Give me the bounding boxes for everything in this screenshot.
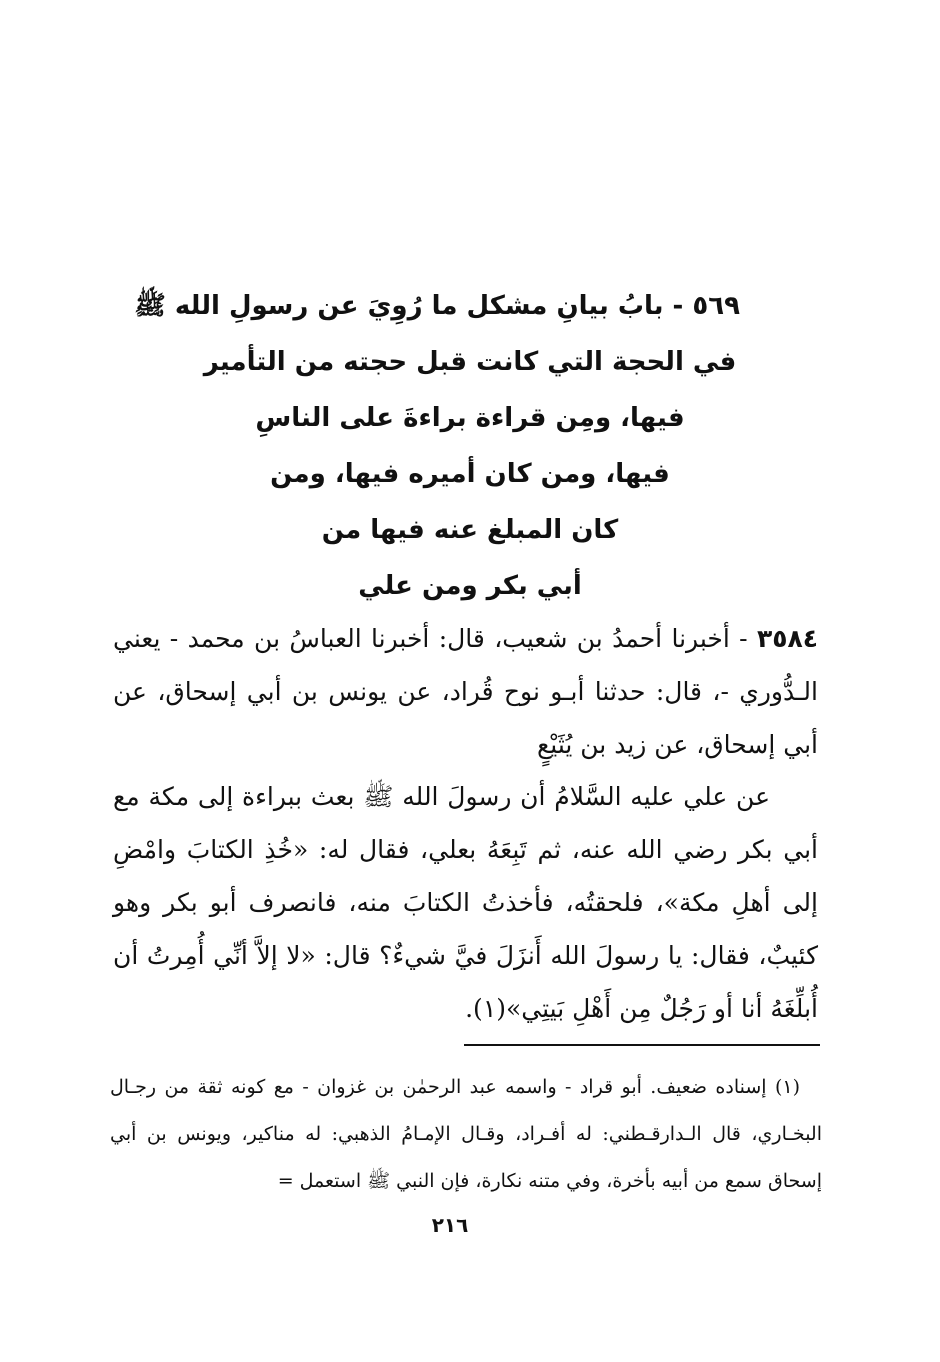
isnad-paragraph (113, 612, 818, 771)
footnotes (110, 1064, 822, 1205)
hadith-number: ٣٥٨٤ (756, 624, 818, 653)
hadith-matn (113, 770, 818, 1035)
chapter-heading-line: فيها، ومن كان أميره فيها، ومن (270, 459, 670, 489)
chapter-heading-line: أبي بكر ومن علي (358, 571, 582, 601)
footnote-separator (464, 1044, 820, 1046)
chapter-heading-line: فيها، ومِن قراءة براءةَ على الناسِ (255, 403, 685, 433)
page-number: ٢١٦ (431, 1213, 469, 1237)
footnote: (١) إسناده ضعيف. أبو قراد - واسمه عبد الرحمٰن بن غزوان - مع كونه ثقة من رجـال البخـاري، قال الـدارقـطني: له أفـراد، وقـال الإمـامُ الذهبي: له مناكير، ويونس بن أبي إسحاق سمع من أبيه بأخرة، وفي متنه نكارة، فإن النبي ﷺ استعمل = (110, 1076, 822, 1192)
chapter-heading-line: كان المبلغ عنه فيها من (321, 515, 619, 545)
chapter-heading-line: في الحجة التي كانت قبل حجته من التأمير (203, 347, 737, 377)
matn-text: عن علي عليه السَّلامُ أن رسولَ الله ﷺ بعث ببراءة إلى مكة مع أبي بكر رضي الله عنه، ثم تَبِعَهُ بعلي، فقال له: «خُذِ الكتابَ وامْضِ إلى أهلِ مكة»، فلحقتُه، فأخذتُ الكتابَ منه، فانصرف أبو بكر وهو كئيبٌ، فقال: يا رسولَ الله أَنزَلَ فيَّ شيءٌ؟ قال: «لا إلاَّ أنِّي أُمِرتُ أن أُبلِّغَهُ أنا أو رَجُلٌ مِن أَهْلِ بَيتِي»(١). (113, 782, 818, 1023)
chapter-heading (134, 278, 740, 614)
chapter-heading-line: ٥٦٩ - بابُ بيانِ مشكل ما رُوِيَ عن رسولِ الله ﷺ (134, 291, 740, 321)
hadith-isnad (113, 612, 818, 771)
isnad-text: - أخبرنا أحمدُ بن شعيب، قال: أخبرنا العباسُ بن محمد - يعني الـدُّوري -، قال: حدثنا أبـو نوح قُراد، عن يونس بن أبي إسحاق، عن أبي إسحاق، عن زيد بن يُثَيْعٍ (113, 624, 818, 759)
